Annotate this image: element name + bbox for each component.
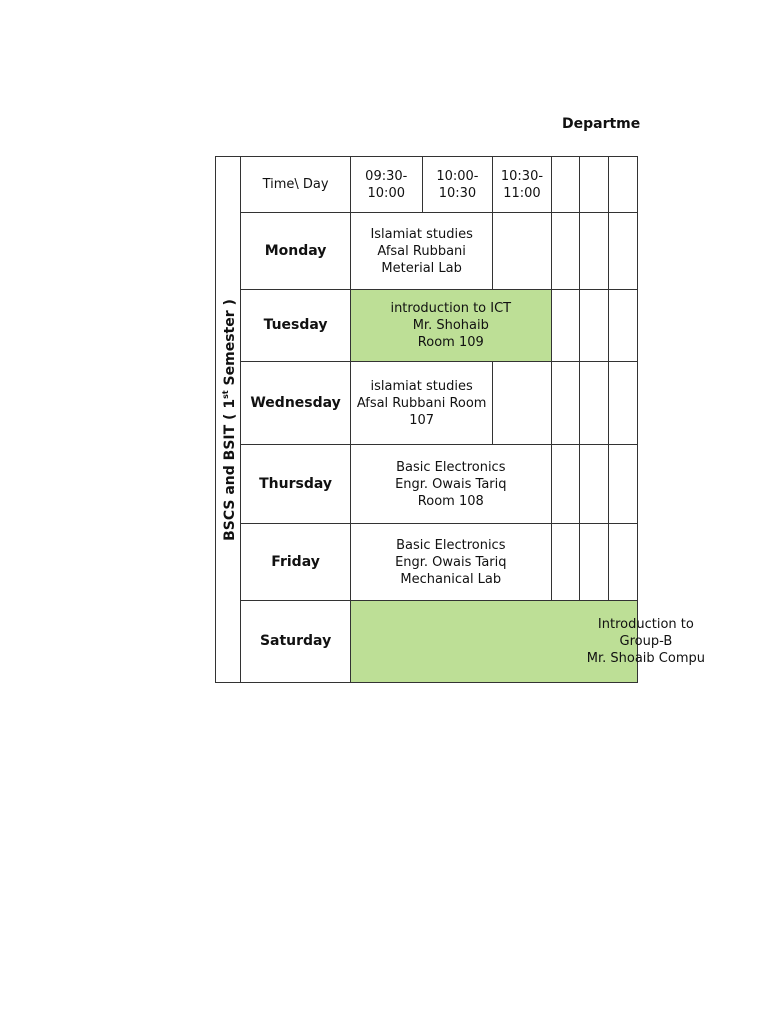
row-friday — [216, 524, 638, 601]
class-monday: Islamiat studies Afsal Rubbani Meterial Lab — [350, 213, 492, 290]
saturday-text: Introduction to Group-B Mr. Shoaib Compu — [586, 617, 705, 666]
empty-cell — [551, 445, 580, 524]
program-label-cell — [216, 157, 241, 683]
empty-cell — [551, 290, 580, 362]
time-slot-1030: 10:30- 11:00 — [493, 157, 551, 213]
time-slot-1000: 10:00- 10:30 — [422, 157, 493, 213]
empty-cell — [609, 290, 638, 362]
class-tuesday: introduction to ICT Mr. Shohaib Room 109 — [350, 290, 551, 362]
department-heading: Departme — [562, 116, 641, 132]
empty-cell — [551, 362, 580, 445]
empty-cell — [493, 362, 551, 445]
time-slot-extra — [551, 157, 580, 213]
empty-cell — [580, 445, 609, 524]
day-monday: Monday — [241, 213, 351, 290]
program-label: BSCS and BSIT ( 1st Semester ) — [221, 298, 238, 541]
empty-cell — [580, 290, 609, 362]
day-friday: Friday — [241, 524, 351, 601]
empty-cell — [580, 213, 609, 290]
timetable-viewport — [215, 156, 705, 682]
empty-cell — [609, 524, 638, 601]
time-slot-extra — [609, 157, 638, 213]
row-wednesday — [216, 362, 638, 445]
empty-cell — [609, 445, 638, 524]
day-thursday: Thursday — [241, 445, 351, 524]
time-slot-0930: 09:30- 10:00 — [350, 157, 422, 213]
timetable — [215, 156, 705, 683]
row-thursday — [216, 445, 638, 524]
class-thursday: Basic Electronics Engr. Owais Tariq Room 108 — [350, 445, 551, 524]
empty-cell — [493, 213, 551, 290]
day-wednesday: Wednesday — [241, 362, 351, 445]
class-wednesday: islamiat studies Afsal Rubbani Room 107 — [350, 362, 492, 445]
class-friday: Basic Electronics Engr. Owais Tariq Mechanical Lab — [350, 524, 551, 601]
time-day-header: Time\ Day — [241, 157, 351, 213]
time-slot-extra — [580, 157, 609, 213]
empty-cell — [551, 213, 580, 290]
empty-cell — [580, 362, 609, 445]
empty-cell — [551, 524, 580, 601]
row-monday — [216, 213, 638, 290]
class-saturday — [350, 601, 705, 683]
empty-cell — [609, 213, 638, 290]
empty-cell — [609, 362, 638, 445]
row-tuesday — [216, 290, 638, 362]
header-row — [216, 157, 638, 213]
empty-cell — [580, 524, 609, 601]
day-saturday: Saturday — [241, 601, 351, 683]
day-tuesday: Tuesday — [241, 290, 351, 362]
row-saturday — [216, 601, 638, 683]
